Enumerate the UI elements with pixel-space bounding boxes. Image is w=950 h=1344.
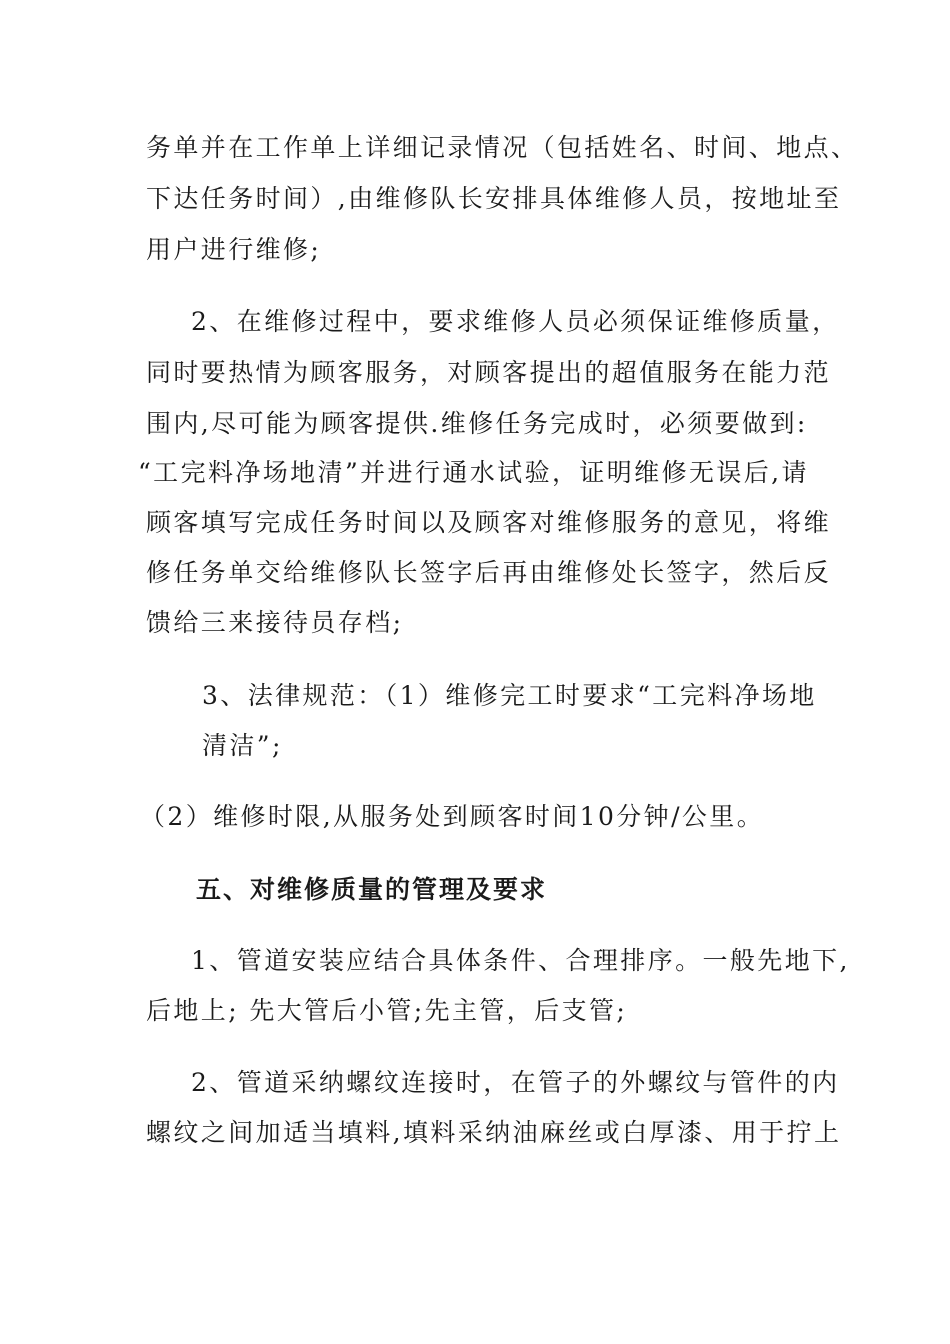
text-line: 围内,尽可能为顾客提供.维修任务完成时，必须要做到: (146, 409, 808, 438)
text-line: 务单并在工作单上详细记录情况（包括姓名、时间、地点、 (146, 133, 859, 162)
text-line: 2、管道采纳螺纹连接时，在管子的外螺纹与管件的内 (191, 1068, 840, 1097)
text-line: 下达任务时间）,由维修队长安排具体维修人员，按地址至 (146, 184, 842, 213)
text-line: 用户进行维修; (146, 235, 322, 264)
text-line: 1、管道安装应结合具体条件、合理排序。一般先地下, (191, 946, 850, 975)
text-line: 清洁”; (202, 731, 283, 760)
text-line: 2、在维修过程中，要求维修人员必须保证维修质量， (191, 307, 840, 336)
text-line: 螺纹之间加适当填料,填料采纳油麻丝或白厚漆、用于拧上 (146, 1118, 842, 1147)
text-line: 顾客填写完成任务时间以及顾客对维修服务的意见，将维 (146, 508, 832, 537)
text-line: 馈给三来接待员存档; (146, 608, 404, 637)
text-line: （2）维修时限,从服务处到顾客时间10分钟/公里。 (140, 802, 765, 831)
text-line: 3、法律规范：（1）维修完工时要求“工完料净场地 (202, 681, 817, 710)
text-line: 同时要热情为顾客服务，对顾客提出的超值服务在能力范 (146, 358, 832, 387)
text-line: 后地上; 先大管后小管;先主管，后支管; (146, 996, 628, 1025)
text-line: “工完料净场地清”并进行通水试验，证明维修无误后,请 (138, 458, 809, 487)
section-heading: 五、对维修质量的管理及要求 (196, 875, 548, 904)
text-line: 修任务单交给维修队长签字后再由维修处长签字，然后反 (146, 558, 832, 587)
